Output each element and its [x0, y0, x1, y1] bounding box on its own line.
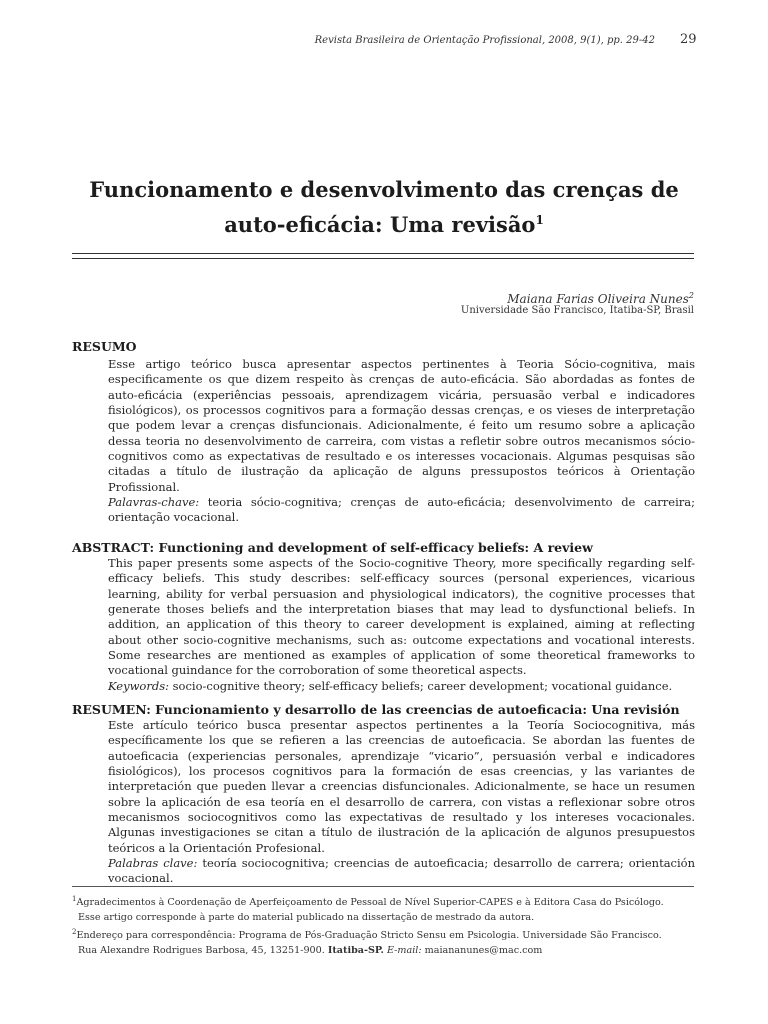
title-line-2: auto-eficácia: Uma revisão — [224, 212, 536, 237]
footnote-2-email-label: E-mail: — [386, 945, 422, 957]
footnote-2-line-2 — [72, 944, 697, 959]
author-affiliation: Universidade São Francisco, Itatiba-SP, Brasil — [460, 305, 694, 316]
resumo-heading: RESUMO — [72, 339, 137, 354]
resumo-text: Esse artigo teórico busca apresentar aspectos pertinentes à Teoria Sócio-cognitiva, mais especificamente os que dizem respeito às crenças de auto-eficácia. São abordadas as fontes de auto-eficácia (experiências pessoais, aprendizagem vicária, persuasão verbal e indicadores fisiológicos), os processos cognitivos para a formação dessas crenças, e os vieses de interpretação que podem levar a crenças disfuncionais. Adicionalmente, é feito um resumo sobre a aplicação dessa teoria no desenvolvimento de carreira, com vistas a refletir sobre outros mecanismos sócio-cognitivos como as expectativas de resultado e os interesses vocacionais. Algumas pesquisas são citadas a título de ilustração da aplicação de alguns pressupostos teóricos à Orientação Profissional. — [108, 357, 695, 494]
title-line-1: Funcionamento e desenvolvimento das crenças de — [89, 177, 679, 202]
abstract-body — [108, 556, 695, 694]
footnote-divider — [72, 886, 694, 887]
running-head: Revista Brasileira de Orientação Profissional, 2008, 9(1), pp. 29-42 — [314, 35, 655, 46]
footnote-1-mark: 1 — [72, 895, 77, 903]
footnote-2-line-1 — [72, 925, 697, 944]
abstract-keywords-text: socio-cognitive theory; self-efficacy beliefs; career development; vocational guidance. — [172, 678, 673, 693]
resumo-keywords-label: Palavras-chave: — [108, 495, 200, 510]
abstract-keywords — [108, 679, 695, 694]
footnote-1-text-1: Agradecimentos à Coordenação de Aperfeiçoamento de Pessoal de Nível Superior-CAPES e à Editora Casa do Psicólogo. — [76, 897, 664, 909]
footnote-2-text-1: Endereço para correspondência: Programa de Pós-Graduação Stricto Sensu em Psicologia. Universidade São Francisco. — [76, 930, 662, 942]
resumo-keywords — [108, 495, 695, 526]
resumen-keywords — [108, 856, 695, 887]
page-number: 29 — [680, 32, 697, 47]
footnote-1-line-2: Esse artigo corresponde à parte do material publicado na dissertação de mestrado da autora. — [78, 911, 535, 923]
footnotes — [72, 892, 697, 959]
resumen-body — [108, 718, 695, 887]
footnote-1-line-1 — [72, 892, 697, 911]
author-name — [507, 291, 694, 306]
footnote-2-email: maiananunes@mac.com — [424, 945, 543, 957]
abstract-keywords-label: Keywords: — [108, 678, 169, 693]
footnote-2-city: Itatiba-SP. — [327, 945, 384, 957]
article-title — [60, 174, 708, 240]
title-rule-top — [72, 253, 694, 254]
abstract-text: This paper presents some aspects of the Socio-cognitive Theory, more specifically regarding self-efficacy beliefs. This study describes: self-efficacy sources (personal experiences, vicarious learning, ability for verbal persuasion and physiological indicators), the cognitive processes that generate thoses beliefs and the interpretation biases that may lead to dysfunctional beliefs. In addition, an application of this theory to career development is explained, aiming at reflecting about other socio-cognitive mechanisms, such as: outcome expectations and vocational interests. Some researches are mentioned as examples of application of some theoretical frameworks to vocational guindance for the corroboration of some theoretical aspects. — [108, 556, 695, 678]
author-text: Maiana Farias Oliveira Nunes — [507, 292, 689, 306]
resumo-body — [108, 357, 695, 526]
footnote-2-address: Rua Alexandre Rodrigues Barbosa, 45, 13251-900. — [78, 945, 325, 957]
title-rule-bottom — [72, 258, 694, 259]
abstract-heading: ABSTRACT: Functioning and development of self-efficacy beliefs: A review — [72, 540, 593, 555]
resumen-heading: RESUMEN: Funcionamiento y desarrollo de las creencias de autoeficacia: Una revisión — [72, 702, 680, 717]
author-footnote-mark: 2 — [688, 291, 694, 300]
resumen-text: Este artículo teórico busca presentar aspectos pertinentes a la Teoría Sociocognitiva, más específicamente los que se refieren a las creencias de autoeficacia. Se abordan las fuentes de autoeficacia (experiencias personales, aprendizaje “vicario”, persuasión verbal e indicadores fisiológicos), los procesos cognitivos para la formación de esas creencias, y las variantes de interpretación que pueden llevar a creencias disfuncionales. Adicionalmente, se hace un resumen sobre la aplicación de esa teoría en el desarrollo de carrera, con vistas a reflexionar sobre otros mecanismos sociocognitivos como las expectativas de resultado y los intereses vocacionales. Algunas investigaciones se citan a título de ilustración de la aplicación de algunos presupuestos teóricos a la Orientación Profesional. — [108, 718, 695, 855]
footnote-2-mark: 2 — [72, 928, 77, 937]
resumen-keywords-label: Palabras clave: — [108, 856, 198, 871]
title-footnote-mark: 1 — [535, 213, 544, 227]
resumo-keywords-text: teoria sócio-cognitiva; crenças de auto-eficácia; desenvolvimento de carreira; orientação vocacional. — [108, 495, 696, 525]
resumen-keywords-text: teoría sociocognitiva; creencias de autoeficacia; desarrollo de carrera; orientación vocacional. — [108, 856, 695, 886]
